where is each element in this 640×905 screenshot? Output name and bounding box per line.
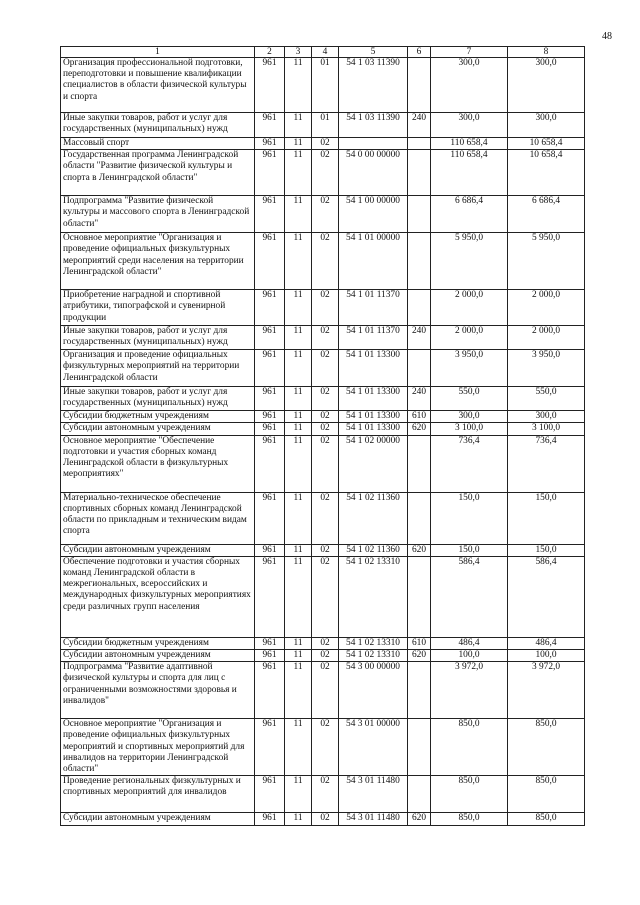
table-row <box>61 492 585 544</box>
row-section-cell: 11 <box>285 492 312 544</box>
row-expense-type-cell <box>408 290 431 326</box>
row-expense-type-cell <box>408 719 431 776</box>
row-name-cell: Иные закупки товаров, работ и услуг для государственных (муниципальных) нужд <box>61 113 255 138</box>
row-subsection-cell: 02 <box>312 544 339 556</box>
row-section-cell: 11 <box>285 650 312 662</box>
row-expense-type-cell: 620 <box>408 423 431 435</box>
row-amount-year1-cell: 736,4 <box>431 435 508 492</box>
row-amount-year2-cell: 586,4 <box>508 556 585 637</box>
row-amount-year1-cell: 3 100,0 <box>431 423 508 435</box>
row-section-cell: 11 <box>285 387 312 411</box>
table-row <box>61 150 585 196</box>
table-row <box>61 113 585 138</box>
row-grbs-cell: 961 <box>255 387 285 411</box>
row-name-cell: Субсидии бюджетным учреждениям <box>61 637 255 649</box>
row-expense-type-cell <box>408 196 431 233</box>
row-section-cell: 11 <box>285 290 312 326</box>
row-section-cell: 11 <box>285 196 312 233</box>
row-section-cell: 11 <box>285 113 312 138</box>
row-name-cell: Субсидии автономным учреждениям <box>61 650 255 662</box>
row-expense-type-cell: 610 <box>408 637 431 649</box>
table-row <box>61 233 585 290</box>
row-target-article-cell <box>339 138 408 150</box>
row-section-cell: 11 <box>285 637 312 649</box>
row-section-cell: 11 <box>285 138 312 150</box>
row-section-cell: 11 <box>285 150 312 196</box>
row-target-article-cell: 54 1 02 13310 <box>339 556 408 637</box>
row-grbs-cell: 961 <box>255 233 285 290</box>
row-amount-year1-cell: 300,0 <box>431 113 508 138</box>
row-expense-type-cell: 240 <box>408 387 431 411</box>
row-subsection-cell: 01 <box>312 113 339 138</box>
row-amount-year1-cell: 150,0 <box>431 492 508 544</box>
table-row <box>61 196 585 233</box>
row-target-article-cell: 54 1 02 00000 <box>339 435 408 492</box>
row-name-cell: Массовый спорт <box>61 138 255 150</box>
row-amount-year1-cell: 300,0 <box>431 58 508 113</box>
row-name-cell: Организация профессиональной подготовки, переподготовки и повышение квалификации специалистов в области физической культуры и спорта <box>61 58 255 113</box>
row-expense-type-cell <box>408 492 431 544</box>
row-subsection-cell: 02 <box>312 387 339 411</box>
row-expense-type-cell <box>408 435 431 492</box>
table-row <box>61 776 585 813</box>
row-subsection-cell: 02 <box>312 813 339 826</box>
table-row <box>61 290 585 326</box>
row-target-article-cell: 54 1 01 13300 <box>339 350 408 387</box>
row-amount-year2-cell: 150,0 <box>508 492 585 544</box>
header-col-3: 3 <box>285 47 312 58</box>
row-amount-year1-cell: 5 950,0 <box>431 233 508 290</box>
table-row <box>61 58 585 113</box>
row-target-article-cell: 54 1 01 13300 <box>339 387 408 411</box>
row-name-cell: Субсидии автономным учреждениям <box>61 544 255 556</box>
row-amount-year1-cell: 2 000,0 <box>431 290 508 326</box>
table-row <box>61 387 585 411</box>
row-name-cell: Иные закупки товаров, работ и услуг для государственных (муниципальных) нужд <box>61 387 255 411</box>
row-grbs-cell: 961 <box>255 350 285 387</box>
row-section-cell: 11 <box>285 435 312 492</box>
row-expense-type-cell <box>408 138 431 150</box>
table-row <box>61 411 585 423</box>
row-section-cell: 11 <box>285 350 312 387</box>
row-name-cell: Организация и проведение официальных физкультурных мероприятий на территории Ленинградской области <box>61 350 255 387</box>
row-grbs-cell: 961 <box>255 423 285 435</box>
row-subsection-cell: 02 <box>312 492 339 544</box>
row-amount-year2-cell: 100,0 <box>508 650 585 662</box>
row-grbs-cell: 961 <box>255 776 285 813</box>
row-grbs-cell: 961 <box>255 150 285 196</box>
row-subsection-cell: 02 <box>312 662 339 719</box>
table-row <box>61 662 585 719</box>
row-name-cell: Основное мероприятие "Обеспечение подготовки и участия сборных команд Ленинградской области в физкультурных мероприятиях" <box>61 435 255 492</box>
row-section-cell: 11 <box>285 556 312 637</box>
header-row <box>61 47 585 58</box>
header-col-5: 5 <box>339 47 408 58</box>
row-subsection-cell: 01 <box>312 58 339 113</box>
row-target-article-cell: 54 1 00 00000 <box>339 196 408 233</box>
row-grbs-cell: 961 <box>255 719 285 776</box>
row-subsection-cell: 02 <box>312 650 339 662</box>
row-amount-year2-cell: 736,4 <box>508 435 585 492</box>
row-amount-year1-cell: 100,0 <box>431 650 508 662</box>
row-target-article-cell: 54 1 02 11360 <box>339 544 408 556</box>
row-amount-year2-cell: 6 686,4 <box>508 196 585 233</box>
row-target-article-cell: 54 1 01 11370 <box>339 326 408 350</box>
row-grbs-cell: 961 <box>255 58 285 113</box>
row-target-article-cell: 54 1 01 11370 <box>339 290 408 326</box>
header-col-1: 1 <box>61 47 255 58</box>
header-col-4: 4 <box>312 47 339 58</box>
row-name-cell: Основное мероприятие "Организация и проведение официальных физкультурных мероприятий и спортивных мероприятий для инвалидов на территории Ленинградской области" <box>61 719 255 776</box>
row-name-cell: Проведение региональных физкультурных и спортивных мероприятий для инвалидов <box>61 776 255 813</box>
row-section-cell: 11 <box>285 719 312 776</box>
row-expense-type-cell <box>408 662 431 719</box>
row-target-article-cell: 54 1 03 11390 <box>339 58 408 113</box>
table-row <box>61 544 585 556</box>
row-amount-year1-cell: 850,0 <box>431 719 508 776</box>
table-row <box>61 556 585 637</box>
row-name-cell: Субсидии автономным учреждениям <box>61 813 255 826</box>
row-grbs-cell: 961 <box>255 196 285 233</box>
page-number: 48 <box>602 31 612 42</box>
row-subsection-cell: 02 <box>312 637 339 649</box>
row-section-cell: 11 <box>285 813 312 826</box>
row-amount-year1-cell: 150,0 <box>431 544 508 556</box>
row-amount-year2-cell: 10 658,4 <box>508 150 585 196</box>
row-amount-year2-cell: 850,0 <box>508 719 585 776</box>
row-grbs-cell: 961 <box>255 435 285 492</box>
row-amount-year1-cell: 110 658,4 <box>431 150 508 196</box>
row-amount-year2-cell: 5 950,0 <box>508 233 585 290</box>
row-target-article-cell: 54 0 00 00000 <box>339 150 408 196</box>
row-amount-year1-cell: 300,0 <box>431 411 508 423</box>
header-col-6: 6 <box>408 47 431 58</box>
row-target-article-cell: 54 1 01 13300 <box>339 411 408 423</box>
row-expense-type-cell: 610 <box>408 411 431 423</box>
row-grbs-cell: 961 <box>255 113 285 138</box>
row-expense-type-cell: 240 <box>408 113 431 138</box>
row-section-cell: 11 <box>285 423 312 435</box>
row-target-article-cell: 54 1 02 13310 <box>339 650 408 662</box>
row-target-article-cell: 54 1 02 11360 <box>339 492 408 544</box>
row-grbs-cell: 961 <box>255 662 285 719</box>
row-expense-type-cell <box>408 150 431 196</box>
row-target-article-cell: 54 3 01 11480 <box>339 813 408 826</box>
header-col-7: 7 <box>431 47 508 58</box>
row-amount-year2-cell: 3 972,0 <box>508 662 585 719</box>
table-row <box>61 719 585 776</box>
row-amount-year1-cell: 2 000,0 <box>431 326 508 350</box>
row-expense-type-cell <box>408 556 431 637</box>
row-subsection-cell: 02 <box>312 423 339 435</box>
row-amount-year1-cell: 850,0 <box>431 813 508 826</box>
row-amount-year2-cell: 10 658,4 <box>508 138 585 150</box>
row-subsection-cell: 02 <box>312 150 339 196</box>
row-grbs-cell: 961 <box>255 650 285 662</box>
table-row <box>61 423 585 435</box>
row-section-cell: 11 <box>285 662 312 719</box>
row-expense-type-cell: 620 <box>408 813 431 826</box>
row-section-cell: 11 <box>285 776 312 813</box>
row-amount-year2-cell: 300,0 <box>508 113 585 138</box>
row-subsection-cell: 02 <box>312 138 339 150</box>
row-target-article-cell: 54 1 03 11390 <box>339 113 408 138</box>
row-expense-type-cell <box>408 350 431 387</box>
row-name-cell: Субсидии бюджетным учреждениям <box>61 411 255 423</box>
row-target-article-cell: 54 1 01 00000 <box>339 233 408 290</box>
row-section-cell: 11 <box>285 58 312 113</box>
row-target-article-cell: 54 1 02 13310 <box>339 637 408 649</box>
row-amount-year1-cell: 550,0 <box>431 387 508 411</box>
row-grbs-cell: 961 <box>255 138 285 150</box>
row-expense-type-cell <box>408 776 431 813</box>
table-row <box>61 813 585 826</box>
row-name-cell: Основное мероприятие "Организация и проведение официальных физкультурных мероприятий среди населения на территории Ленинградской области" <box>61 233 255 290</box>
row-name-cell: Субсидии автономным учреждениям <box>61 423 255 435</box>
row-name-cell: Приобретение наградной и спортивной атрибутики, типографской и сувенирной продукции <box>61 290 255 326</box>
row-subsection-cell: 02 <box>312 776 339 813</box>
row-amount-year2-cell: 486,4 <box>508 637 585 649</box>
table-row <box>61 326 585 350</box>
table-row <box>61 350 585 387</box>
table-row <box>61 435 585 492</box>
row-expense-type-cell <box>408 58 431 113</box>
row-amount-year1-cell: 586,4 <box>431 556 508 637</box>
row-amount-year2-cell: 850,0 <box>508 776 585 813</box>
budget-table <box>60 46 585 826</box>
row-grbs-cell: 961 <box>255 813 285 826</box>
row-section-cell: 11 <box>285 233 312 290</box>
row-subsection-cell: 02 <box>312 290 339 326</box>
header-col-8: 8 <box>508 47 585 58</box>
row-expense-type-cell: 620 <box>408 544 431 556</box>
row-amount-year1-cell: 110 658,4 <box>431 138 508 150</box>
row-section-cell: 11 <box>285 411 312 423</box>
row-amount-year1-cell: 3 972,0 <box>431 662 508 719</box>
row-amount-year2-cell: 2 000,0 <box>508 326 585 350</box>
row-amount-year2-cell: 550,0 <box>508 387 585 411</box>
row-subsection-cell: 02 <box>312 326 339 350</box>
row-expense-type-cell: 620 <box>408 650 431 662</box>
row-section-cell: 11 <box>285 326 312 350</box>
row-amount-year2-cell: 3 950,0 <box>508 350 585 387</box>
row-subsection-cell: 02 <box>312 233 339 290</box>
row-name-cell: Материально-техническое обеспечение спортивных сборных команд Ленинградской области по прикладным и техническим видам спорта <box>61 492 255 544</box>
row-target-article-cell: 54 1 01 13300 <box>339 423 408 435</box>
row-amount-year2-cell: 300,0 <box>508 58 585 113</box>
row-grbs-cell: 961 <box>255 544 285 556</box>
row-amount-year1-cell: 6 686,4 <box>431 196 508 233</box>
row-grbs-cell: 961 <box>255 290 285 326</box>
row-amount-year2-cell: 850,0 <box>508 813 585 826</box>
row-grbs-cell: 961 <box>255 326 285 350</box>
row-subsection-cell: 02 <box>312 719 339 776</box>
row-expense-type-cell: 240 <box>408 326 431 350</box>
row-name-cell: Подпрограмма "Развитие физической культуры и массового спорта в Ленинградской области" <box>61 196 255 233</box>
table-header <box>61 47 585 58</box>
row-target-article-cell: 54 3 01 00000 <box>339 719 408 776</box>
row-name-cell: Обеспечение подготовки и участия сборных команд Ленинградской области в межрегиональных, всероссийских и международных физкультурных мероприятиях среди различных групп населения <box>61 556 255 637</box>
row-target-article-cell: 54 3 01 11480 <box>339 776 408 813</box>
row-amount-year1-cell: 850,0 <box>431 776 508 813</box>
row-grbs-cell: 961 <box>255 637 285 649</box>
row-section-cell: 11 <box>285 544 312 556</box>
row-subsection-cell: 02 <box>312 350 339 387</box>
row-amount-year2-cell: 300,0 <box>508 411 585 423</box>
header-col-2: 2 <box>255 47 285 58</box>
row-amount-year2-cell: 3 100,0 <box>508 423 585 435</box>
table-row <box>61 637 585 649</box>
table-row <box>61 138 585 150</box>
row-amount-year2-cell: 2 000,0 <box>508 290 585 326</box>
row-grbs-cell: 961 <box>255 411 285 423</box>
row-amount-year1-cell: 3 950,0 <box>431 350 508 387</box>
row-name-cell: Подпрограмма "Развитие адаптивной физической культуры и спорта для лиц с ограниченными возможностями здоровья и инвалидов" <box>61 662 255 719</box>
row-amount-year1-cell: 486,4 <box>431 637 508 649</box>
table-body <box>61 58 585 826</box>
row-subsection-cell: 02 <box>312 435 339 492</box>
row-name-cell: Государственная программа Ленинградской области "Развитие физической культуры и спорта в Ленинградской области" <box>61 150 255 196</box>
row-subsection-cell: 02 <box>312 556 339 637</box>
row-name-cell: Иные закупки товаров, работ и услуг для государственных (муниципальных) нужд <box>61 326 255 350</box>
row-amount-year2-cell: 150,0 <box>508 544 585 556</box>
row-subsection-cell: 02 <box>312 196 339 233</box>
row-grbs-cell: 961 <box>255 556 285 637</box>
table-row <box>61 650 585 662</box>
row-target-article-cell: 54 3 00 00000 <box>339 662 408 719</box>
row-grbs-cell: 961 <box>255 492 285 544</box>
row-expense-type-cell <box>408 233 431 290</box>
row-subsection-cell: 02 <box>312 411 339 423</box>
